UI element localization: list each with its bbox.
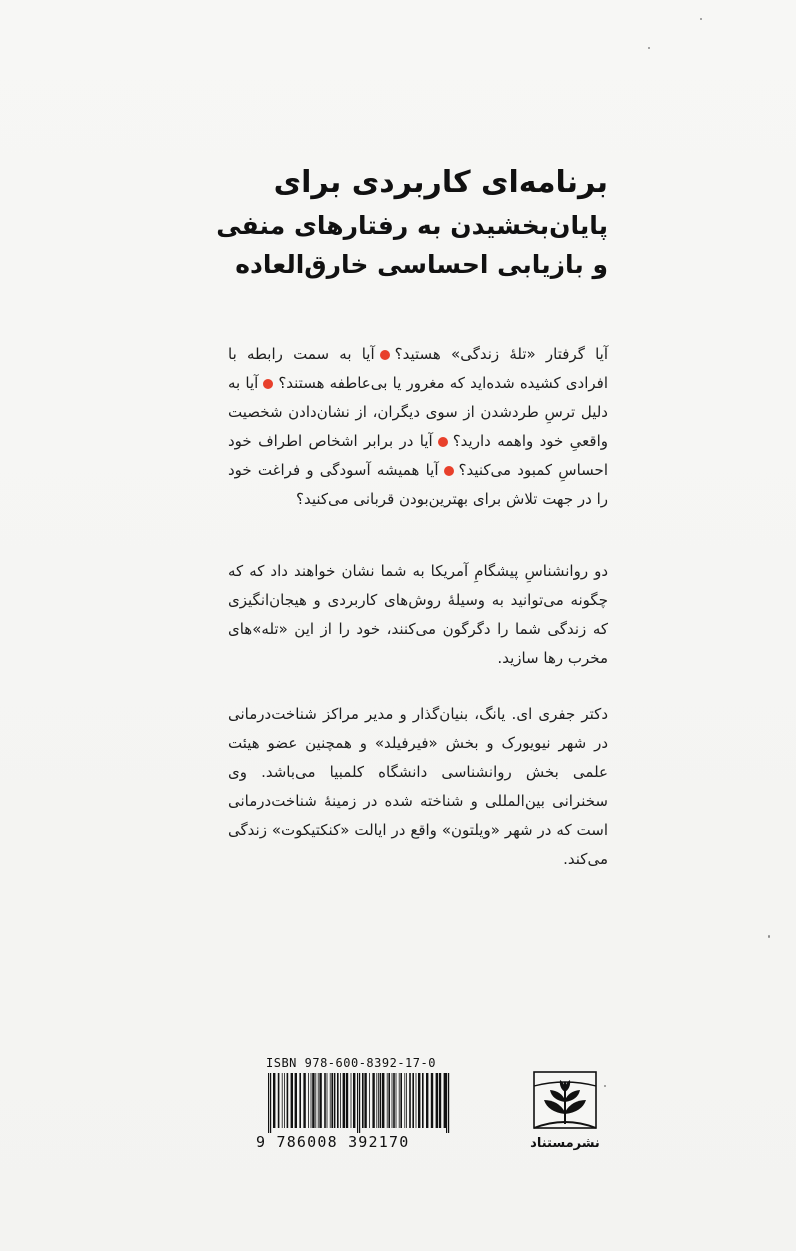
question-2: آیا به سمت رابطه با افرادی کشیده شده‌اید که مغرور یا بی‌عاطفه هستند؟: [228, 345, 608, 392]
barcode-bar: [416, 1073, 417, 1128]
barcode-bar: [337, 1073, 339, 1128]
questions-paragraph: [228, 340, 608, 514]
barcode-bar: [318, 1073, 319, 1128]
barcode-bar: [308, 1073, 309, 1128]
barcode-bar: [278, 1073, 280, 1128]
barcode-bar: [324, 1073, 326, 1128]
barcode-bar: [376, 1073, 377, 1128]
barcode-bar: [382, 1073, 384, 1128]
barcode-bar: [362, 1073, 364, 1128]
speck: [648, 47, 650, 49]
barcode-bar: [330, 1073, 331, 1128]
title-line-3: و بازیابی احساسی خارق‌العاده: [235, 250, 608, 279]
subtitle-block: [178, 160, 608, 284]
barcode-bar: [353, 1073, 355, 1128]
barcode-bar: [378, 1073, 379, 1128]
publisher-name: نشرمستناد: [530, 1136, 600, 1151]
barcode-guard-bar: [357, 1073, 358, 1133]
red-bullet-icon: [438, 437, 448, 447]
title-line-1: برنامه‌ای کاربردی برای: [273, 165, 608, 200]
barcode-bar: [346, 1073, 348, 1128]
question-4: آیا در برابر اشخاص اطراف خود احساسِ کمبود می‌کنید؟: [228, 432, 608, 479]
barcode-bar: [431, 1073, 433, 1128]
barcode-bar: [393, 1073, 395, 1128]
barcode-bar: [319, 1073, 321, 1128]
barcode-bar: [372, 1073, 374, 1128]
barcode-bar: [311, 1073, 312, 1128]
barcode-bar: [299, 1073, 301, 1128]
barcode-bar: [331, 1073, 333, 1128]
barcode-bar: [444, 1073, 446, 1128]
barcode-bar: [409, 1073, 411, 1128]
barcode-guard-bar: [446, 1073, 447, 1133]
authors-promise-paragraph: دو روانشناسِ پیشگامِ آمریکا به شما نشان خواهند داد که که چگونه می‌توانید به وسیلهٔ روش‌های کاربردی و هیجان‌انگیزی که زندگی شما را دگرگون می‌کنند، خود را از این «تله»های مخرب رها سازید.: [228, 562, 608, 667]
barcode-bar: [426, 1073, 428, 1128]
barcode-guard-bar: [268, 1073, 269, 1133]
barcode-bar: [312, 1073, 314, 1128]
question-3: آیا به دلیل ترسِ طردشدن از سوی دیگران، از نشان‌دادن شخصیت واقعیِ خود واهمه دارید؟: [228, 374, 609, 450]
speck: [768, 935, 770, 938]
barcode-guard-bar: [359, 1073, 360, 1133]
barcode-bar: [380, 1073, 382, 1128]
barcode-bar: [343, 1073, 345, 1128]
barcode-bar: [327, 1073, 328, 1128]
isbn-label: ISBN 978-600-8392-17-0: [266, 1056, 436, 1070]
speck: [604, 1085, 606, 1087]
barcode-bar: [295, 1073, 297, 1128]
barcode-bar: [388, 1073, 390, 1128]
question-1: آیا گرفتار «تلهٔ زندگی» هستید؟: [394, 345, 608, 363]
barcode-bar: [436, 1073, 438, 1128]
barcode-bar: [439, 1073, 441, 1128]
speck: [700, 18, 702, 20]
red-bullet-icon: [444, 466, 454, 476]
barcode-guard-bar: [270, 1073, 271, 1133]
barcode-bar: [400, 1073, 402, 1128]
barcode-bar: [399, 1073, 400, 1128]
barcode-bar: [406, 1073, 407, 1128]
barcode-bar: [418, 1073, 420, 1128]
barcode-bar: [291, 1073, 293, 1128]
barcode: [256, 1056, 456, 1156]
barcode-bar: [387, 1073, 388, 1128]
barcode-bar: [392, 1073, 393, 1128]
barcode-bar: [334, 1073, 336, 1128]
publisher-logo: [530, 1066, 600, 1160]
barcode-bar: [404, 1073, 405, 1128]
barcode-bar: [412, 1073, 414, 1128]
barcode-digits: 9 786008 392170: [256, 1133, 410, 1151]
barcode-bar: [396, 1073, 397, 1128]
barcode-bar: [273, 1073, 275, 1128]
barcode-bar: [287, 1073, 289, 1128]
barcode-bar: [284, 1073, 285, 1128]
barcode-bar: [351, 1073, 352, 1128]
barcode-bar: [369, 1073, 370, 1128]
author-bio-paragraph: دکتر جفری ای. یانگ، بنیان‌گذار و مدیر مراکز شناخت‌درمانی در شهر نیویورک و بخش «فیرفیلد» و همچنین عضو هیئت علمی بخش روانشناسی دانشگاه کلمبیا می‌باشد. وی سخنرانی بین‌المللی و شناخته شده در زمینهٔ شناخت‌درمانی است که در شهر «ویلتون» واقع در ایالت «کنکتیکوت» زندگی می‌کند.: [228, 705, 608, 868]
barcode-bars: [266, 1073, 451, 1133]
red-bullet-icon: [263, 379, 273, 389]
question-5: آیا همیشه آسودگی و فراغت خود را در جهت تلاش برای بهترین‌بودن قربانی می‌کنید؟: [228, 461, 608, 508]
red-bullet-icon: [380, 350, 390, 360]
barcode-bar: [282, 1073, 283, 1128]
barcode-bar: [364, 1073, 366, 1128]
barcode-bar: [303, 1073, 305, 1128]
barcode-bar: [315, 1073, 316, 1128]
barcode-bar: [422, 1073, 424, 1128]
title-line-2: پایان‌بخشیدن به رفتارهای منفی: [216, 211, 608, 240]
barcode-bar: [340, 1073, 341, 1128]
barcode-guard-bar: [448, 1073, 449, 1133]
book-plant-icon: [530, 1066, 600, 1136]
